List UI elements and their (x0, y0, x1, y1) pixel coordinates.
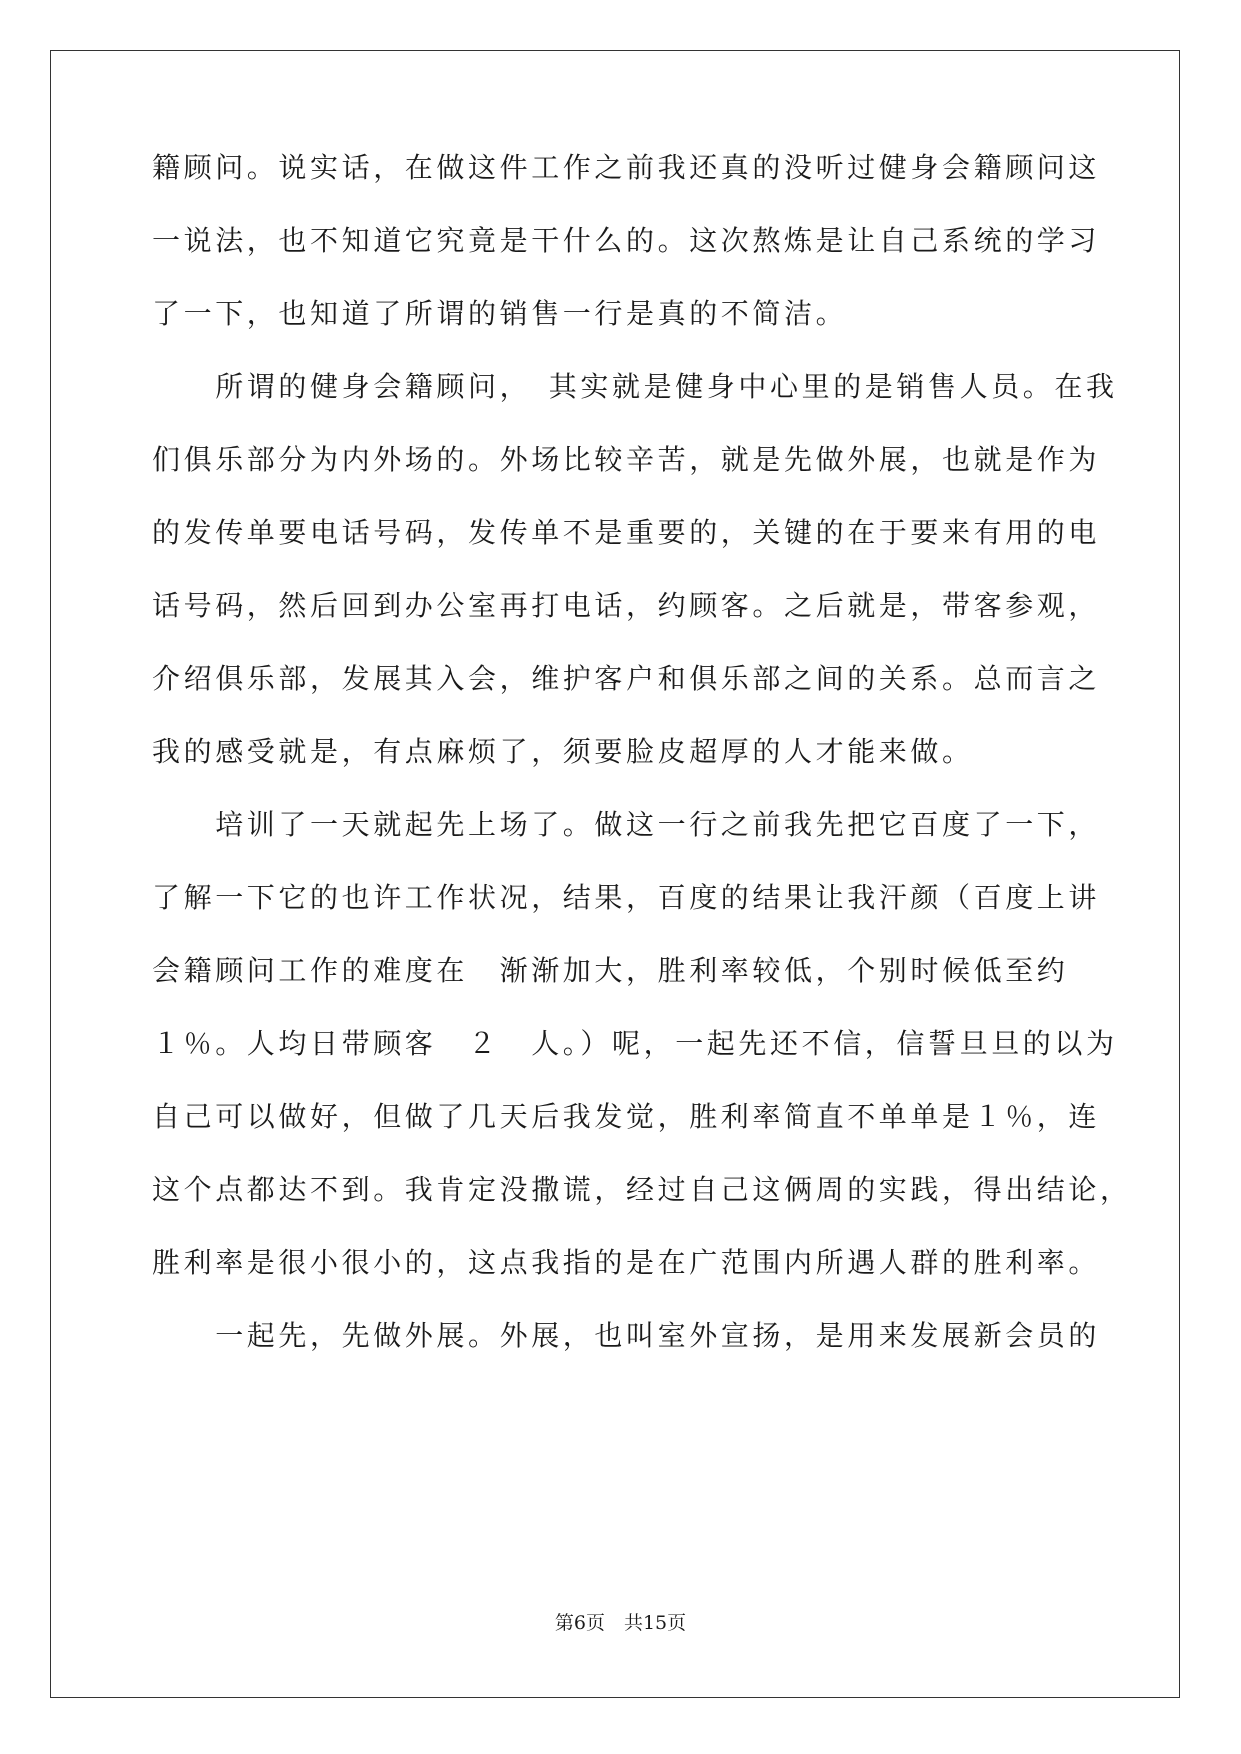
text-line: １％。人均日带顾客 ２ 人。）呢，一起先还不信，信誓旦旦的以为 (152, 1027, 1118, 1060)
text-line: 自己可以做好，但做了几天后我发觉，胜利率简直不单单是１％，连 (152, 1100, 1101, 1133)
text-line: 所谓的健身会籍顾问， 其实就是健身中心里的是销售人员。在我 (152, 370, 1118, 403)
page-footer: 第6页 共15页 (554, 1612, 687, 1634)
text-line: 的发传单要电话号码，发传单不是重要的，关键的在于要来有用的电 (152, 516, 1101, 549)
text-line: 我的感受就是，有点麻烦了，须要脸皮超厚的人才能来做。 (152, 735, 974, 768)
text-line: 了解一下它的也许工作状况，结果，百度的结果让我汗颜（百度上讲 (152, 881, 1101, 914)
text-line: 话号码，然后回到办公室再打电话，约顾客。之后就是，带客参观， (152, 589, 1101, 622)
text-line: 们俱乐部分为内外场的。外场比较辛苦，就是先做外展，也就是作为 (152, 443, 1101, 476)
text-line: 一起先，先做外展。外展，也叫室外宣扬，是用来发展新会员的 (152, 1319, 1101, 1352)
text-line: 这个点都达不到。我肯定没撒谎，经过自己这俩周的实践，得出结论， (152, 1173, 1132, 1206)
text-line: 一说法，也不知道它究竟是干什么的。这次熬炼是让自己系统的学习 (152, 224, 1101, 257)
text-line: 培训了一天就起先上场了。做这一行之前我先把它百度了一下， (152, 808, 1101, 841)
text-line: 介绍俱乐部，发展其入会，维护客户和俱乐部之间的关系。总而言之 (152, 662, 1101, 695)
text-line: 籍顾问。说实话，在做这件工作之前我还真的没听过健身会籍顾问这 (152, 151, 1101, 184)
text-line: 胜利率是很小很小的，这点我指的是在广范围内所遇人群的胜利率。 (152, 1246, 1101, 1279)
text-line: 了一下，也知道了所谓的销售一行是真的不简洁。 (152, 297, 848, 330)
text-line: 会籍顾问工作的难度在 渐渐加大，胜利率较低，个别时候低至约 (152, 954, 1069, 987)
